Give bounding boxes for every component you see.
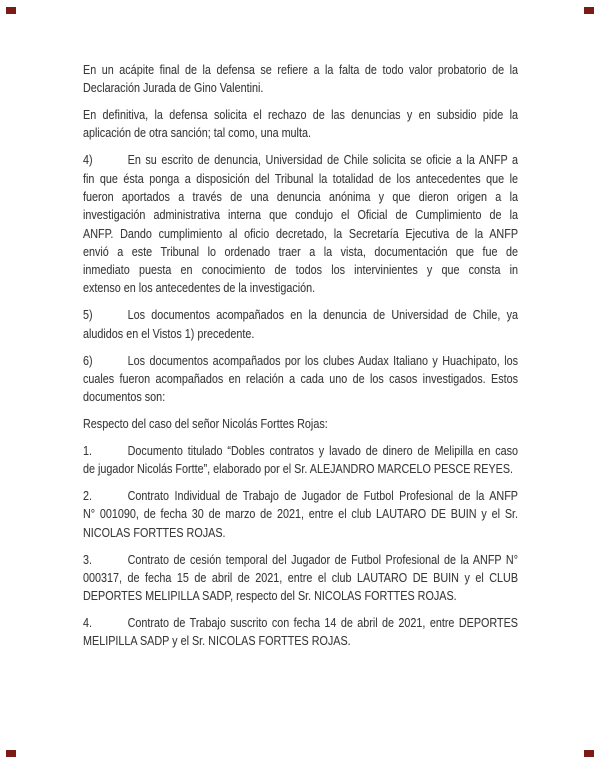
text-line: 2. Contrato Individual de Trabajo de Jugador de Futbol Profesional de la ANFP: [83, 487, 518, 505]
corner-mark: [6, 7, 16, 14]
text-line: fueron aportados a través de una denuncia anónima y que dieron origen a la: [83, 188, 519, 204]
paragraph: [83, 614, 518, 651]
corner-mark: [6, 750, 16, 757]
corner-mark: [584, 7, 594, 14]
paragraph: [83, 415, 518, 433]
paragraph: [83, 487, 518, 542]
paragraph: [83, 306, 518, 343]
text-line: aplicación de otra sanción; tal como, una multa.: [83, 125, 311, 141]
paragraph: [83, 551, 518, 606]
text-line: envió a este Tribunal lo ordenado traer a la vista, documentación que fue de: [83, 243, 519, 259]
text-line: 4. Contrato de Trabajo suscrito con fecha 14 de abril de 2021, entre DEPORTES: [83, 614, 518, 632]
document-body: [83, 61, 518, 659]
list-marker: 5): [83, 307, 93, 323]
paragraph: [83, 442, 518, 479]
text-line: ANFP. Dando cumplimiento al oficio decretado, la Secretaría Ejecutiva de la ANFP: [83, 225, 519, 241]
text-line: aludidos en el Vistos 1) precedente.: [83, 325, 255, 341]
text-line: 3. Contrato de cesión temporal del Jugador de Futbol Profesional de la ANFP N°: [83, 551, 518, 569]
text-line: Declaración Jurada de Gino Valentini.: [83, 80, 264, 96]
paragraph: [83, 106, 518, 143]
text-line: investigación administrativa interna que condujo el Oficial de Cumplimiento de la: [83, 207, 519, 223]
text-line: fin que ésta ponga a disposición del Tribunal la totalidad de los antecedentes que le: [83, 170, 519, 186]
text-line: cuales fueron acompañados en relación a cada uno de los casos investigados. Estos: [83, 370, 519, 386]
text-line: DEPORTES MELIPILLA SADP, respecto del Sr. NICOLAS FORTTES ROJAS.: [83, 588, 457, 604]
text-line: En un acápite final de la defensa se refiere a la falta de todo valor probatorio de la: [83, 62, 519, 77]
list-marker: 1.: [83, 442, 93, 458]
corner-mark: [584, 750, 594, 757]
text-line: 1. Documento titulado “Dobles contratos y lavado de dinero de Melipilla en caso: [83, 442, 518, 460]
paragraph: [83, 151, 518, 297]
list-marker: 2.: [83, 488, 93, 504]
list-marker: 4): [83, 152, 93, 168]
paragraph: [83, 61, 518, 98]
list-marker: 4.: [83, 615, 93, 631]
text-line: MELIPILLA SADP y el Sr. NICOLAS FORTTES ROJAS.: [83, 633, 351, 649]
text-line: En definitiva, la defensa solicita el rechazo de las denuncias y en subsidio pide la: [83, 107, 519, 123]
text-line: 5) Los documentos acompañados en la denuncia de Universidad de Chile, ya: [83, 306, 518, 324]
paragraph: [83, 352, 518, 407]
text-line: 4) En su escrito de denuncia, Universidad de Chile solicita se oficie a la ANFP a: [83, 151, 518, 169]
text-line: 000317, de fecha 15 de abril de 2021, entre el club LAUTARO DE BUIN y el CLUB: [83, 569, 519, 585]
text-line: extenso en los antecedentes de la investigación.: [83, 280, 316, 296]
list-marker: 6): [83, 352, 93, 368]
list-marker: 3.: [83, 551, 93, 567]
text-line: Respecto del caso del señor Nicolás Forttes Rojas:: [83, 416, 328, 432]
text-line: inmediato puesta en conocimiento de todos los intervinientes y que consta in: [83, 262, 519, 278]
text-line: NICOLAS FORTTES ROJAS.: [83, 524, 226, 540]
text-line: de jugador Nicolás Fortte”, elaborado por el Sr. ALEJANDRO MARCELO PESCE REYES.: [83, 461, 514, 477]
text-line: N° 001090, de fecha 30 de marzo de 2021, entre el club LAUTARO DE BUIN y el Sr.: [83, 506, 519, 522]
text-line: documentos son:: [83, 389, 166, 405]
text-line: 6) Los documentos acompañados por los clubes Audax Italiano y Huachipato, los: [83, 352, 518, 370]
